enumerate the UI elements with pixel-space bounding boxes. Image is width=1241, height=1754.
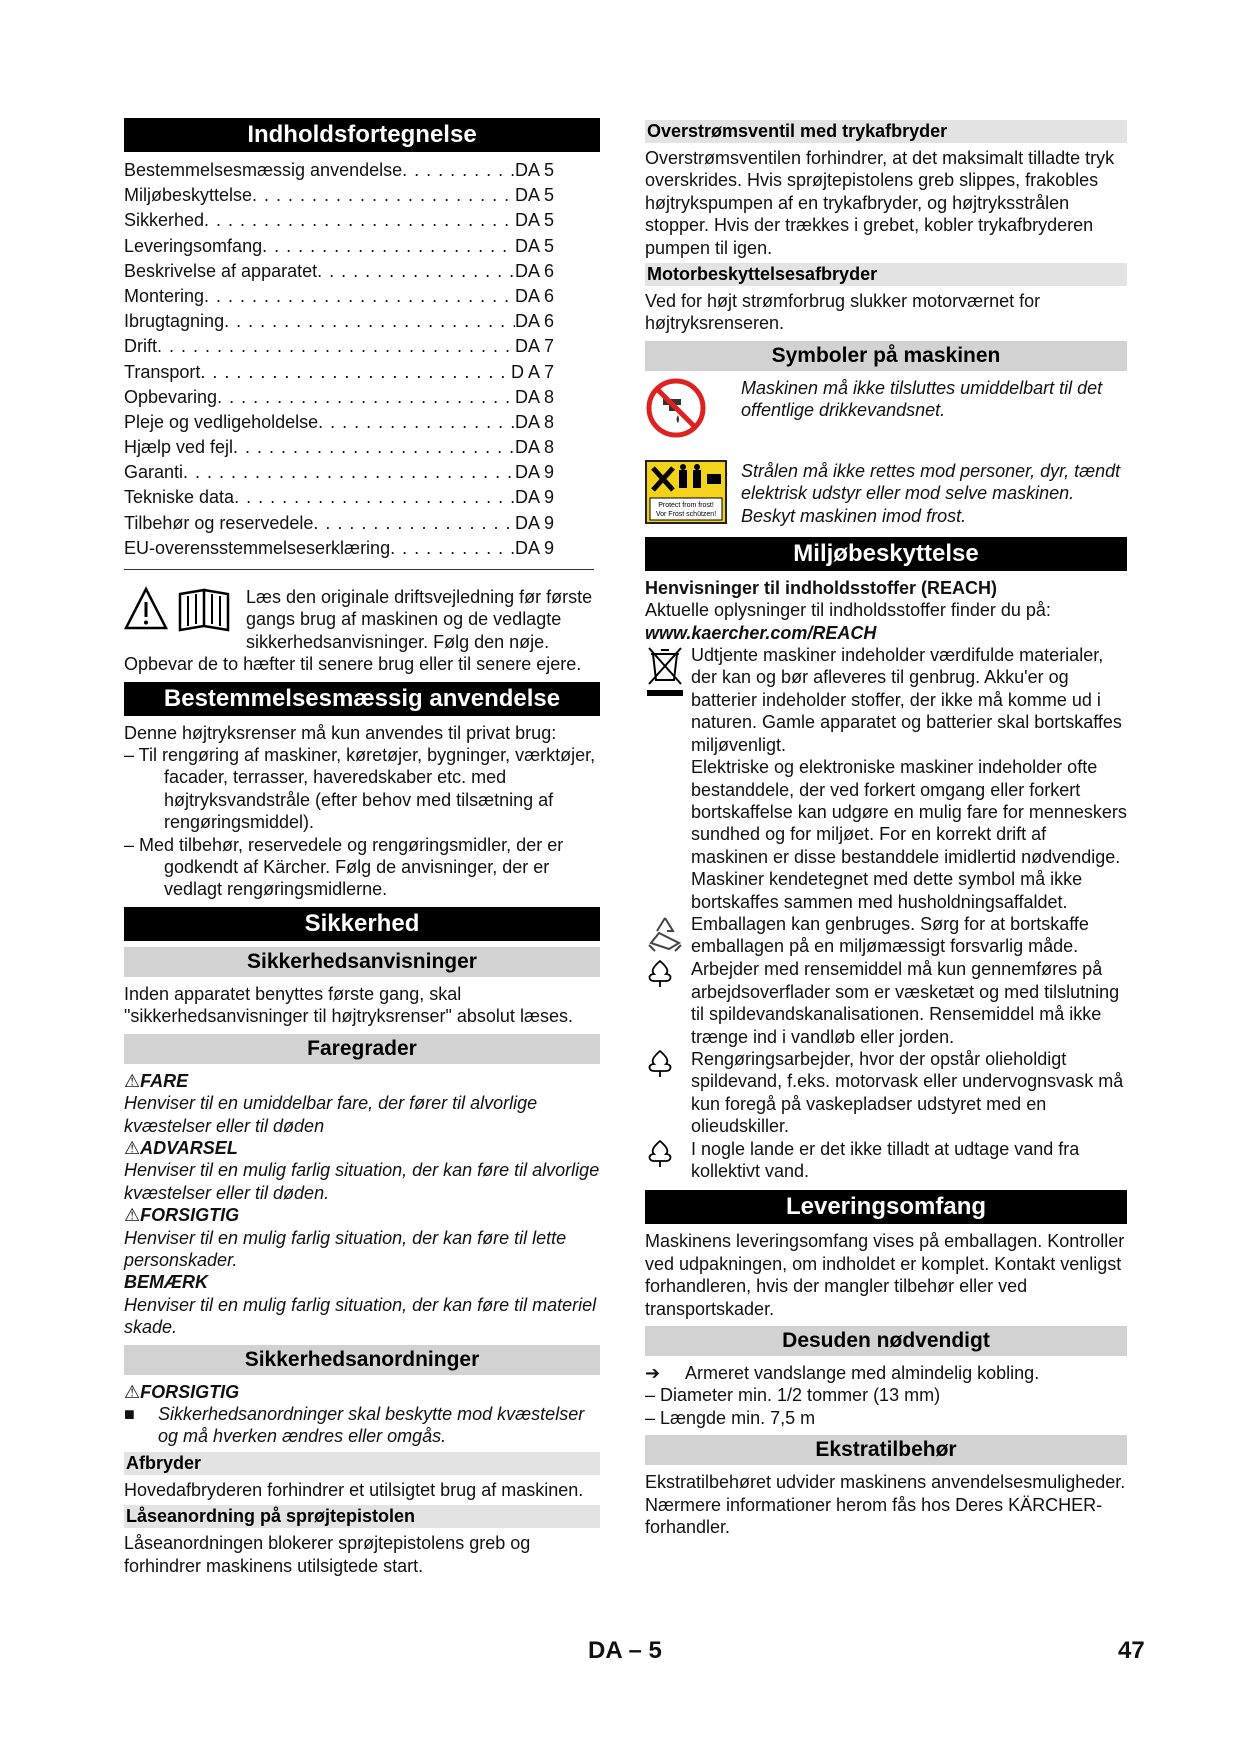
switch-text: Hovedafbryderen forhindrer et utilsigtet brug af maskinen. bbox=[124, 1479, 584, 1500]
toc-list bbox=[124, 158, 600, 561]
safety-heading: Sikkerhed bbox=[124, 907, 600, 941]
symbol-row bbox=[645, 377, 1127, 444]
water-protection-icon bbox=[645, 1138, 691, 1183]
hazard-label: ⚠ADVARSEL bbox=[124, 1137, 238, 1158]
delivery-text: Maskinens leveringsomfang vises på emballagen. Kontroller ved udpakningen, om indholdet er komplet. Kontakt venligst forhandleren, hvis der mangler tilbehør eller ved transportskader. bbox=[645, 1231, 1125, 1319]
packaging-text: Emballagen kan genbruges. Sørg for at bortskaffe emballagen på en miljømæssigt forsvarlig måde. bbox=[691, 913, 1089, 957]
frost-warning-icon bbox=[645, 460, 727, 529]
intended-use-text: Denne højtryksrenser må kun anvendes til privat brug: bbox=[124, 722, 557, 743]
symbol-text: Strålen må ikke rettes mod personer, dyr, tændt elektrisk udstyr eller mod selve maskinen. bbox=[741, 460, 1121, 504]
symbol-text-group bbox=[741, 460, 1127, 529]
toc-entry[interactable]: Transport . . . D A 7 bbox=[124, 360, 554, 385]
recycle-icon bbox=[645, 913, 691, 958]
hazard-text: Henviser til en mulig farlig situation, der kan føre til lette personskader. bbox=[124, 1227, 567, 1270]
required-sub: – Længde min. 7,5 m bbox=[645, 1407, 816, 1428]
motor-heading: Motorbeskyttelsesafbryder bbox=[645, 263, 1127, 286]
toc-entry[interactable]: Montering . . . DA 6 bbox=[124, 284, 554, 309]
devices-bullet bbox=[124, 1403, 600, 1448]
hazard-label: ⚠FORSIGTIG bbox=[124, 1205, 240, 1226]
hazard-text: Henviser til en mulig farlig situation, der kan føre til materiel skade. bbox=[124, 1294, 597, 1338]
water-text: I nogle lande er det ikke tilladt at udtage vand fra kollektivt vand. bbox=[691, 1138, 1080, 1181]
toc-entry[interactable]: Hjælp ved fejl . . . DA 8 bbox=[124, 435, 554, 460]
overflow-text: Overstrømsventilen forhindrer, at det maksimalt tilladte tryk overskrides. Hvis sprøjtepistolens greb slippes, frakobles højtrykspumpen af en trykafbryder, og højtryksstrålen stopper. Hvis der trækkes i grebet, kobler trykafbryderen pumpen til igen. bbox=[645, 148, 1115, 258]
symbol-text: Maskinen må ikke tilsluttes umiddelbart til det offentlige drikkevandsnet. bbox=[741, 377, 1103, 421]
section-page-label: DA – 5 bbox=[588, 1637, 662, 1664]
symbol-text: Beskyt maskinen imod frost. bbox=[741, 505, 967, 526]
toc-entry[interactable]: Tilbehør og reservedele . . . DA 9 bbox=[124, 511, 554, 536]
page-number: 47 bbox=[1118, 1637, 1145, 1664]
intro-icons bbox=[124, 586, 242, 632]
required-item-row bbox=[645, 1362, 1127, 1384]
reach-text: Aktuelle oplysninger til indholdsstoffer finder du på: bbox=[645, 600, 1051, 621]
warning-icon bbox=[126, 589, 166, 628]
toc-entry[interactable]: Garanti . . . DA 9 bbox=[124, 460, 554, 485]
symbol-row bbox=[645, 460, 1127, 529]
oil-text: Rengøringsarbejder, hvor der opstår olieholdigt spildevand, f.eks. motorvask eller undervognsvask må kun foregå på vaskepladser udstyret med en olieudskiller. bbox=[691, 1048, 1124, 1137]
detergent-row bbox=[645, 958, 1127, 1048]
hazard-text: Henviser til en umiddelbar fare, der fører til alvorlige kvæstelser eller til døden bbox=[124, 1093, 538, 1136]
reach-heading: Henvisninger til indholdsstoffer (REACH) bbox=[645, 577, 998, 598]
overflow-heading: Overstrømsventil med trykafbryder bbox=[645, 120, 1127, 143]
water-protection-icon bbox=[645, 958, 691, 1048]
symbols-heading: Symboler på maskinen bbox=[645, 341, 1127, 371]
disposal-text: Elektriske og elektroniske maskiner indeholder ofte bestanddele, der ved forkert omgang eller forkert bortskaffelse kan udgøre en mulig fare for menneskers sundhed og for miljøet. For en korrekt drift af maskinen er disse bestanddele imidlertid nødvendige. Maskiner kendetegnet med dette symbol må ikke bortskaffes sammen med husholdningsaffaldet. bbox=[691, 757, 1127, 912]
toc-entry[interactable]: Sikkerhed . . . DA 5 bbox=[124, 208, 554, 233]
detergent-text: Arbejder med rensemiddel må kun gennemføres på arbejdsoverflader som er væsketæt og med tilslutning til spildevandskanalisationen. Rensemiddel må ikke trænge ind i vandløb eller jorden. bbox=[691, 959, 1120, 1047]
left-column bbox=[124, 118, 600, 1577]
lock-text: Låseanordningen blokerer sprøjtepistolens greb og forhindrer maskinens utilsigtede start. bbox=[124, 1533, 531, 1576]
extra-text: Ekstratilbehøret udvider maskinens anvendelsesmuligheder. Nærmere informationer herom fås hos Deres KÄRCHER-forhandler. bbox=[645, 1472, 1126, 1538]
disposal-text-group bbox=[691, 644, 1127, 913]
svg-text:Protect from frost!: Protect from frost! bbox=[658, 501, 714, 509]
water-row bbox=[645, 1138, 1127, 1183]
intended-use-item: – Til rengøring af maskiner, køretøjer, bygninger, værktøjer, facader, terrasser, haveredskaber etc. med højtryksvandstråle (efter behov med tilsætning af rengøringsmiddel). bbox=[124, 745, 596, 833]
required-sub: – Diameter min. 1/2 tommer (13 mm) bbox=[645, 1385, 941, 1406]
required-heading: Desuden nødvendigt bbox=[645, 1326, 1127, 1356]
delivery-heading: Leveringsomfang bbox=[645, 1190, 1127, 1224]
lock-heading: Låseanordning på sprøjtepistolen bbox=[124, 1505, 600, 1528]
disposal-row bbox=[645, 644, 1127, 913]
reach-url[interactable]: www.kaercher.com/REACH bbox=[645, 622, 877, 643]
intended-use-item: – Med tilbehør, reservedele og rengøringsmidler, der er godkendt af Kärcher. Følg de anvisninger, der er vedlagt rengøringsmidlerne. bbox=[124, 834, 564, 900]
hazard-levels-heading: Faregrader bbox=[124, 1034, 600, 1064]
toc-entry[interactable]: Ibrugtagning . . . DA 6 bbox=[124, 309, 554, 334]
no-drinking-water-icon bbox=[645, 377, 727, 444]
hazard-label: BEMÆRK bbox=[124, 1272, 208, 1293]
toc-entry[interactable]: Leveringsomfang . . . DA 5 bbox=[124, 234, 554, 259]
water-protection-icon bbox=[645, 1048, 691, 1138]
toc-entry[interactable]: Miljøbeskyttelse . . . DA 5 bbox=[124, 183, 554, 208]
devices-bullet-text: Sikkerhedsanordninger skal beskytte mod kvæstelser og må hverken ændres eller omgås. bbox=[158, 1403, 585, 1447]
toc-divider bbox=[124, 569, 594, 570]
toc-entry[interactable]: Bestemmelsesmæssig anvendelse . . . DA 5 bbox=[124, 158, 554, 183]
switch-heading: Afbryder bbox=[124, 1452, 600, 1475]
toc-entry[interactable]: Beskrivelse af apparatet . . . DA 6 bbox=[124, 259, 554, 284]
disposal-text: Udtjente maskiner indeholder værdifulde materialer, der kan og bør afleveres til genbrug. Akku'er og batterier indeholder stoffer, der ikke må komme ud i naturen. Gamle apparatet og batterier skal bortskaffes miljøvenligt. bbox=[691, 645, 1122, 755]
toc-entry[interactable]: EU-overensstemmelseserklæring . . . DA 9 bbox=[124, 536, 554, 561]
devices-caution-label: ⚠FORSIGTIG bbox=[124, 1381, 240, 1402]
square-bullet-icon: ■ bbox=[124, 1403, 135, 1424]
oil-row bbox=[645, 1048, 1127, 1138]
intro-note bbox=[124, 586, 600, 676]
arrow-right-icon: ➔ bbox=[645, 1363, 661, 1384]
right-column bbox=[645, 118, 1127, 1538]
hazard-label: ⚠FARE bbox=[124, 1070, 189, 1091]
safety-devices-heading: Sikkerhedsanordninger bbox=[124, 1345, 600, 1375]
svg-text:Vor Frost schützen!: Vor Frost schützen! bbox=[655, 510, 717, 518]
extra-heading: Ekstratilbehør bbox=[645, 1435, 1127, 1465]
intended-use-heading: Bestemmelsesmæssig anvendelse bbox=[124, 682, 600, 716]
environment-heading: Miljøbeskyttelse bbox=[645, 537, 1127, 571]
toc-entry[interactable]: Opbevaring . . . DA 8 bbox=[124, 385, 554, 410]
required-item: Armeret vandslange med almindelig kobling. bbox=[685, 1363, 1040, 1384]
crossed-bin-icon bbox=[645, 644, 691, 913]
intro-note-text: Læs den originale driftsvejledning før første gangs brug af maskinen og de vedlagte sikkerhedsanvisninger. Følg den nøje. Opbevar de to hæfter til senere brug eller til senere ejere. bbox=[124, 587, 593, 675]
safety-instructions-text: Inden apparatet benyttes første gang, skal "sikkerhedsanvisninger til højtryksrenser" absolut læses. bbox=[124, 983, 573, 1027]
motor-text: Ved for højt strømforbrug slukker motorværnet for højtryksrenseren. bbox=[645, 291, 1041, 334]
hazard-text: Henviser til en mulig farlig situation, der kan føre til alvorlige kvæstelser eller til døden. bbox=[124, 1160, 600, 1203]
packaging-row bbox=[645, 913, 1127, 958]
manual-book-icon bbox=[180, 590, 228, 630]
toc-entry[interactable]: Pleje og vedligeholdelse . . . DA 8 bbox=[124, 410, 554, 435]
toc-heading: Indholdsfortegnelse bbox=[124, 118, 600, 152]
toc-entry[interactable]: Drift . . . DA 7 bbox=[124, 334, 554, 359]
toc-entry[interactable]: Tekniske data . . . DA 9 bbox=[124, 485, 554, 510]
safety-instructions-heading: Sikkerhedsanvisninger bbox=[124, 947, 600, 977]
